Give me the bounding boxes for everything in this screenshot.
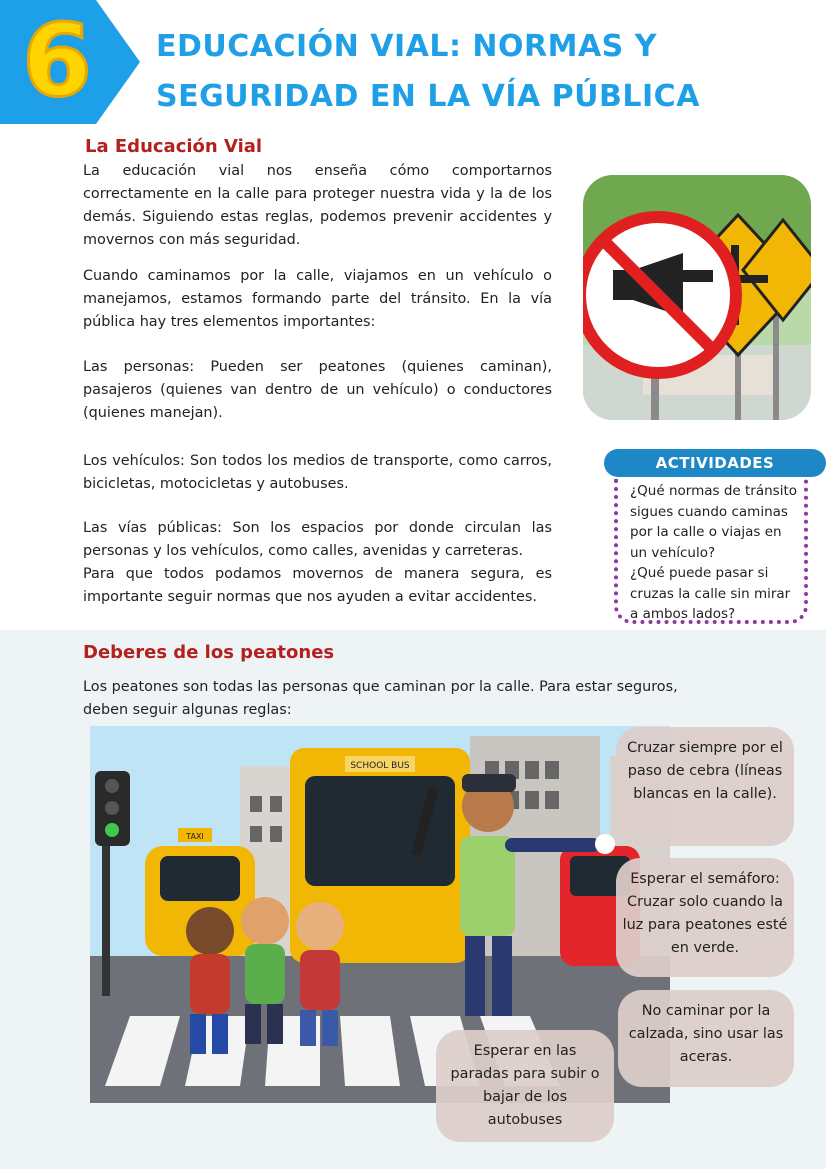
rule-bubble-sidewalk: No caminar por la calzada, sino usar las aceras. [618,990,794,1087]
paragraph-normas: Para que todos podamos movernos de manera segura, es importante seguir normas que nos ayuden a evitar accidentes. [83,566,552,605]
section-heading-deberes-peatones: Deberes de los peatones [83,642,335,663]
activities-box [614,479,808,624]
pedestrian-intro: Los peatones son todas las personas que caminan por la calle. Para estar seguros, deben seguir algunas reglas: [83,679,678,718]
taxi-sign-text: TAXI [186,832,204,841]
page-title [156,22,816,122]
activity-question-2: ¿Qué puede pasar si cruzas la calle sin mirar a ambos lados? [630,565,791,622]
page-title-line-2: SEGURIDAD EN LA VÍA PÚBLICA [156,79,700,114]
chapter-badge [0,0,140,124]
paragraph-intro: La educación vial nos enseña cómo comportarnos correctamente en la calle para proteger nuestra vida y la de los demás. Siguiendo estas reglas, podemos prevenir accidentes y movernos con más seguridad. [83,163,552,248]
paragraph-transito: Cuando caminamos por la calle, viajamos en un vehículo o manejamos, estamos formando parte del tránsito. En la vía pública hay tres elementos importantes: [83,268,552,330]
activity-question-1: ¿Qué normas de tránsito sigues cuando caminas por la calle o viajas en un vehículo? [630,483,797,561]
rule-bubble-traffic-light: Esperar el semáforo: Cruzar solo cuando la luz para peatones esté en verde. [616,858,794,977]
paragraph-vehiculos: Los vehículos: Son todos los medios de transporte, como carros, bicicletas, motocicletas y autobuses. [83,453,552,492]
rule-bubble-crosswalk: Cruzar siempre por el paso de cebra (líneas blancas en la calle). [616,727,794,846]
chapter-number: 6 [22,2,92,119]
paragraph-personas: Las personas: Pueden ser peatones (quienes caminan), pasajeros (quienes van dentro de un vehículo) o conductores (quienes manejan). [83,359,552,421]
traffic-sign-photo [583,175,811,420]
section-heading-educacion-vial: La Educación Vial [85,136,263,157]
school-bus-sign-text: SCHOOL BUS [350,761,410,771]
paragraph-vias-publicas: Las vías públicas: Son los espacios por donde circulan las personas y los vehículos, como calles, avenidas y carreteras. [83,520,552,559]
rule-bubble-bus-stop: Esperar en las paradas para subir o bajar de los autobuses [436,1030,614,1142]
activities-label: ACTIVIDADES [604,449,826,477]
page-title-line-1: EDUCACIÓN VIAL: NORMAS Y [156,29,657,64]
